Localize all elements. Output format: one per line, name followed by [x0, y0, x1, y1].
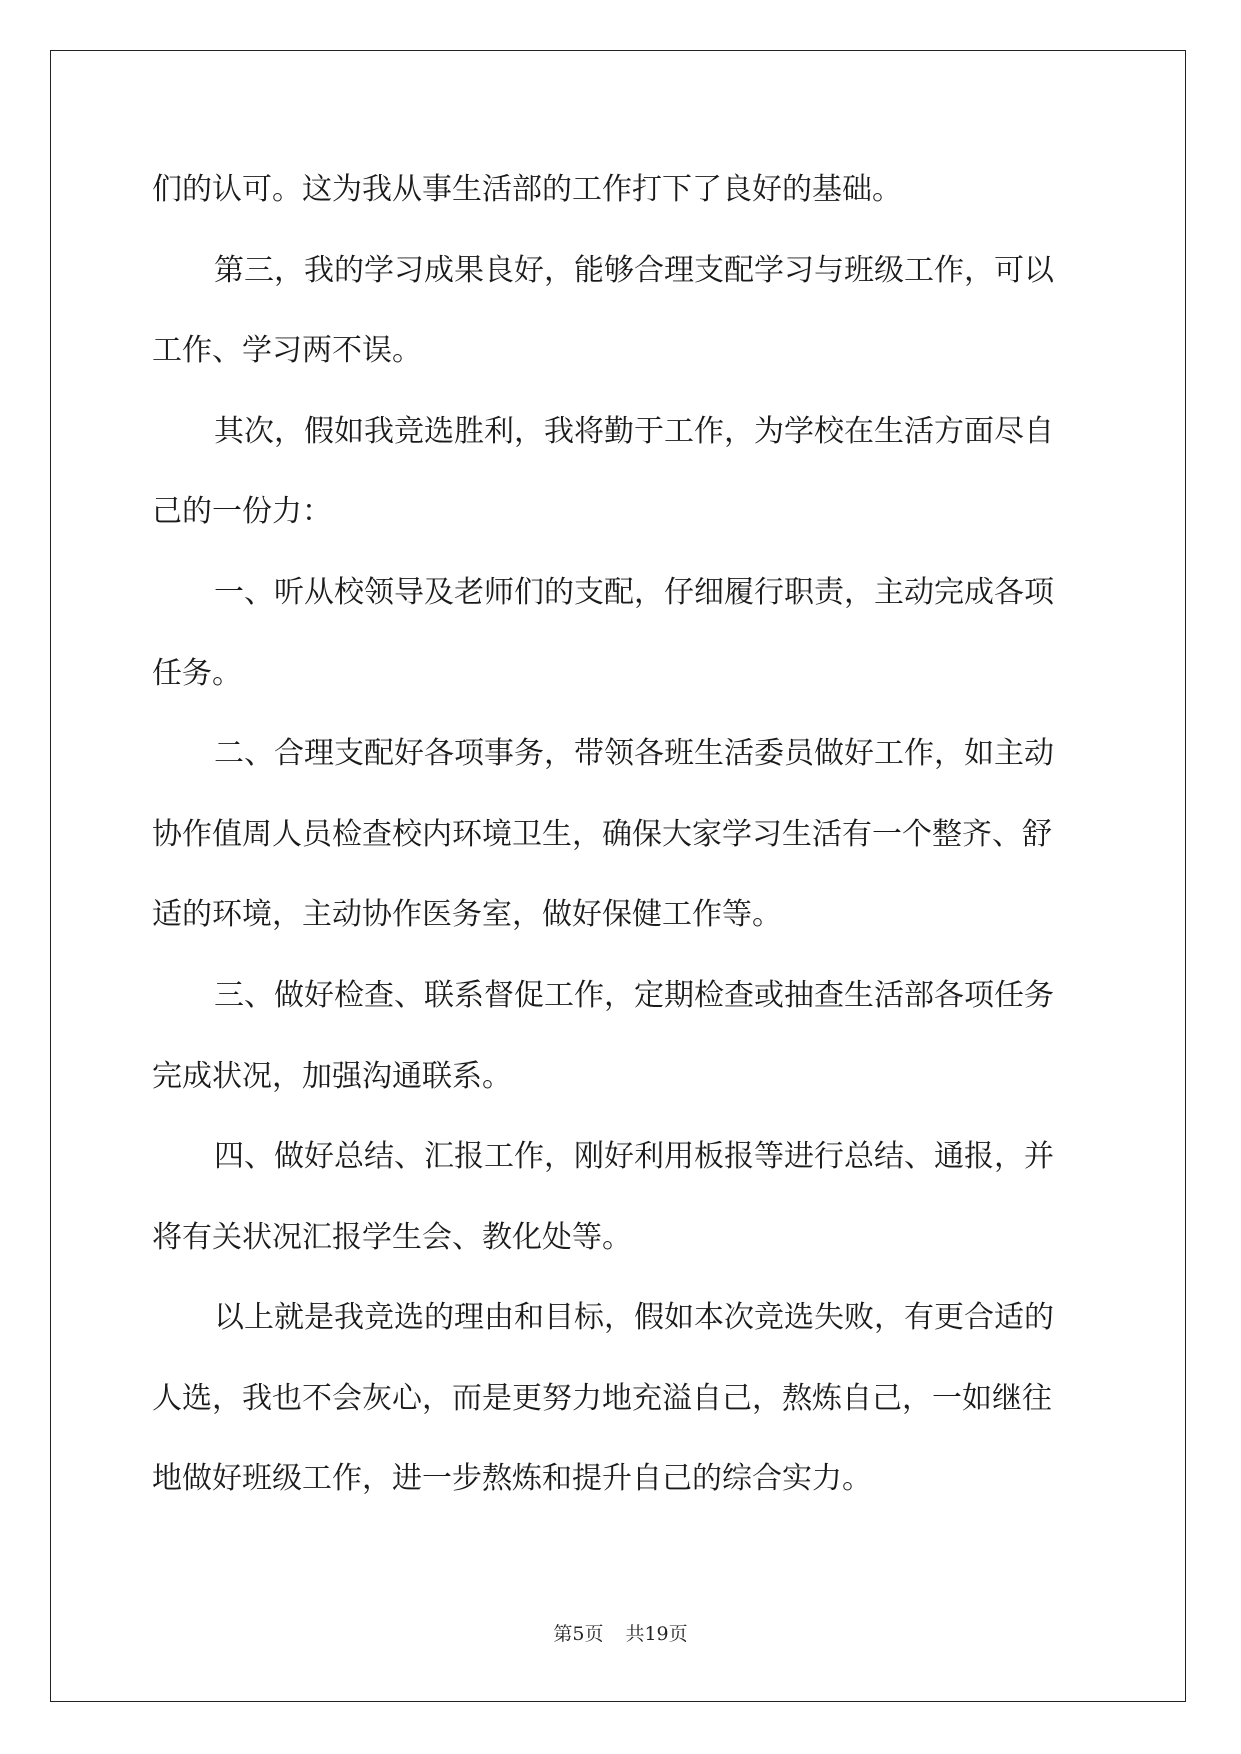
text-line: 协作值周人员检查校内环境卫生，确保大家学习生活有一个整齐、舒: [152, 817, 1052, 852]
page-footer: [0, 1622, 1241, 1646]
text-line: 任务。: [152, 656, 242, 691]
text-line: 以上就是我竞选的理由和目标，假如本次竞选失败，有更合适的: [214, 1300, 1054, 1335]
text-line: 三、做好检查、联系督促工作，定期检查或抽查生活部各项任务: [214, 978, 1054, 1013]
text-line: 四、做好总结、汇报工作，刚好利用板报等进行总结、通报，并: [214, 1139, 1054, 1174]
text-line: 其次，假如我竞选胜利，我将勤于工作，为学校在生活方面尽自: [214, 414, 1054, 449]
text-line: 人选，我也不会灰心，而是更努力地充溢自己，熬炼自己，一如继往: [152, 1381, 1052, 1416]
text-line: 地做好班级工作，进一步熬炼和提升自己的综合实力。: [152, 1461, 872, 1496]
text-line: 完成状况，加强沟通联系。: [152, 1059, 512, 1094]
page-number-current: 第5页: [553, 1623, 604, 1645]
text-line: 工作、学习两不误。: [152, 333, 422, 368]
text-line: 将有关状况汇报学生会、教化处等。: [152, 1220, 632, 1255]
page-number-total: 共19页: [625, 1623, 688, 1645]
text-line: 一、听从校领导及老师们的支配，仔细履行职责，主动完成各项: [214, 575, 1054, 610]
page-border: [50, 50, 1186, 1702]
text-line: 二、合理支配好各项事务，带领各班生活委员做好工作，如主动: [214, 736, 1054, 771]
text-line: 己的一份力：: [152, 494, 332, 529]
text-line: 适的环境，主动协作医务室，做好保健工作等。: [152, 897, 782, 932]
text-line: 们的认可。这为我从事生活部的工作打下了良好的基础。: [152, 172, 902, 207]
text-line: 第三，我的学习成果良好，能够合理支配学习与班级工作，可以: [214, 253, 1054, 288]
